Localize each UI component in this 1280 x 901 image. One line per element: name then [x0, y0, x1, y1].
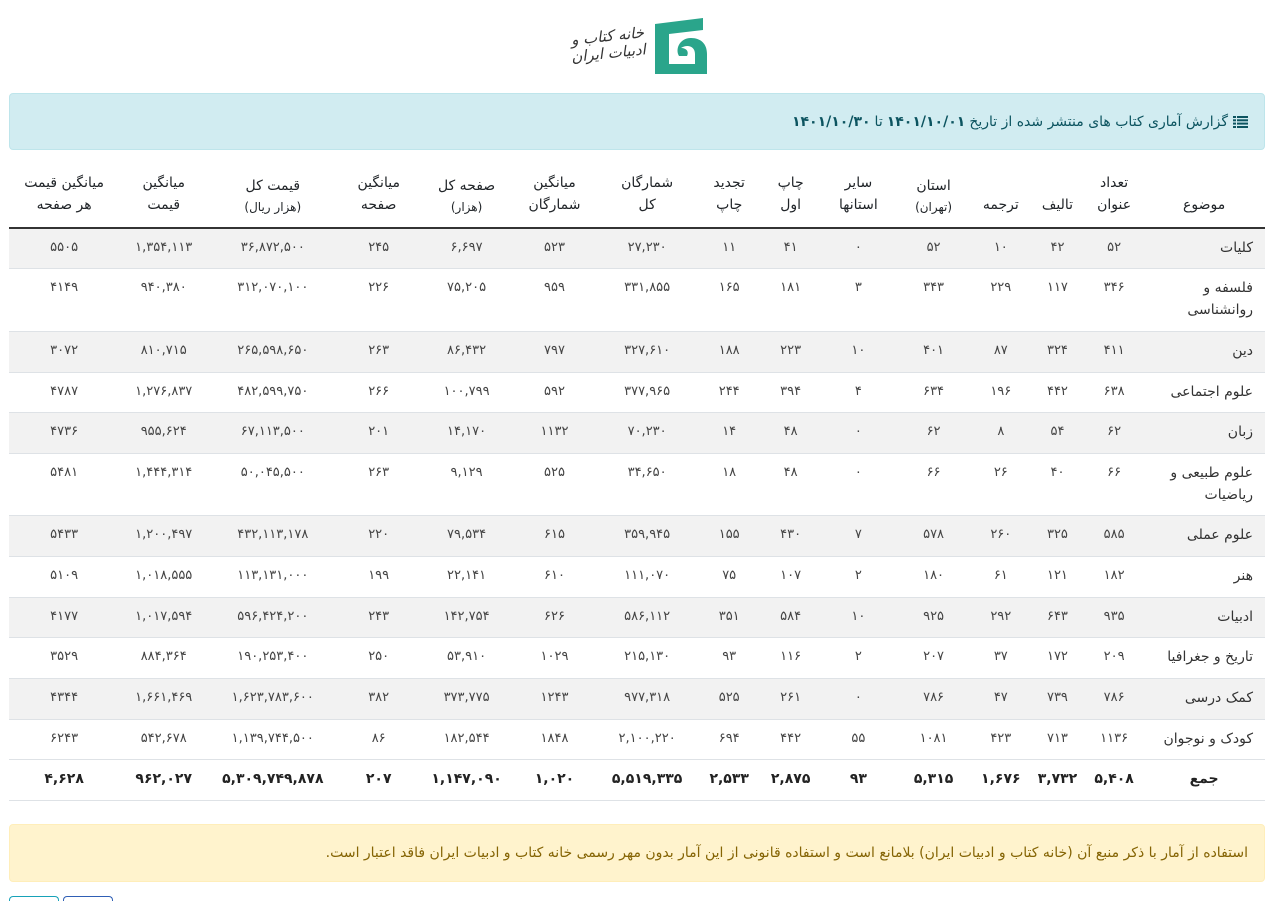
table-cell: ۶۲ — [895, 413, 971, 454]
table-cell: ۲ — [821, 556, 895, 597]
column-header-6 — [760, 160, 821, 228]
table-cell: ۰ — [821, 453, 895, 515]
table-cell: ۳۰۷۲ — [9, 331, 119, 372]
table-cell: ۶۷,۱۱۳,۵۰۰ — [208, 413, 337, 454]
table-cell: ۵۲۵ — [513, 453, 596, 515]
table-cell: ۴۰۱ — [895, 331, 971, 372]
column-header-line2: (هزار) — [450, 199, 483, 214]
table-cell: ۳۴۶ — [1085, 269, 1143, 331]
subject-cell: کلیات — [1143, 228, 1265, 269]
table-cell: ۶۱۰ — [513, 556, 596, 597]
table-cell: ۲۲۳ — [760, 331, 821, 372]
table-cell: ۳۴۳ — [895, 269, 971, 331]
table-cell: ۵۸۶,۱۱۲ — [596, 597, 699, 638]
column-header-14 — [9, 160, 119, 228]
list-icon — [1233, 116, 1248, 128]
table-cell: ۵۹۲ — [513, 372, 596, 413]
book-statistics-table — [9, 160, 1265, 801]
column-header-line1: میانگین — [357, 175, 400, 191]
table-header-row — [9, 160, 1265, 228]
table-cell: ۱۰۲۹ — [513, 638, 596, 679]
column-header-4 — [895, 160, 971, 228]
table-cell: ۹۳۵ — [1085, 597, 1143, 638]
table-cell: ۶۱ — [972, 556, 1030, 597]
table-cell: ۱۱۳۲ — [513, 413, 596, 454]
bottom-button-1[interactable] — [9, 896, 59, 901]
table-cell: ۴ — [821, 372, 895, 413]
table-cell: ۷۳۹ — [1030, 679, 1085, 720]
table-cell: ۲۶۰ — [972, 516, 1030, 557]
table-cell: ۳۵۲۹ — [9, 638, 119, 679]
column-header-5 — [821, 160, 895, 228]
table-cell: ۱,۳۵۴,۱۱۳ — [119, 228, 208, 269]
table-cell: ۵۵ — [821, 719, 895, 760]
column-header-line2: تالیف — [1041, 197, 1074, 214]
table-cell: ۶,۶۹۷ — [420, 228, 513, 269]
table-cell: ۵۰,۰۴۵,۵۰۰ — [208, 453, 337, 515]
table-cell: ۸۶,۴۳۲ — [420, 331, 513, 372]
table-row — [9, 679, 1265, 720]
total-cell: ۵,۴۰۸ — [1085, 760, 1143, 801]
table-cell: ۱,۲۰۰,۴۹۷ — [119, 516, 208, 557]
table-row — [9, 597, 1265, 638]
column-header-line2: چاپ — [716, 197, 743, 214]
table-cell: ۴۱۷۷ — [9, 597, 119, 638]
table-cell: ۶۴۳ — [1030, 597, 1085, 638]
subject-cell: دین — [1143, 331, 1265, 372]
table-cell: ۱۸۴۸ — [513, 719, 596, 760]
total-cell: ۴,۶۲۸ — [9, 760, 119, 801]
report-from-date: ۱۴۰۱/۱۰/۰۱ — [886, 113, 966, 130]
total-label: جمع — [1143, 760, 1265, 801]
column-header-3 — [972, 160, 1030, 228]
table-cell: ۹۵۹ — [513, 269, 596, 331]
table-row — [9, 228, 1265, 269]
column-header-line1: میانگین قیمت — [24, 175, 104, 191]
table-cell: ۲۶۶ — [337, 372, 420, 413]
table-cell: ۵۷۸ — [895, 516, 971, 557]
total-cell: ۱,۱۴۷,۰۹۰ — [420, 760, 513, 801]
table-cell: ۴۸ — [760, 413, 821, 454]
table-cell: ۳۲۷,۶۱۰ — [596, 331, 699, 372]
report-title-prefix: گزارش آماری کتاب های منتشر شده از تاریخ — [969, 113, 1228, 130]
table-cell: ۱,۰۱۸,۵۵۵ — [119, 556, 208, 597]
total-cell: ۹۳ — [821, 760, 895, 801]
table-cell: ۳۳۱,۸۵۵ — [596, 269, 699, 331]
table-cell: ۲۲۶ — [337, 269, 420, 331]
table-cell: ۲,۱۰۰,۲۲۰ — [596, 719, 699, 760]
table-cell: ۲۰۹ — [1085, 638, 1143, 679]
table-cell: ۳۴,۶۵۰ — [596, 453, 699, 515]
table-cell: ۸ — [972, 413, 1030, 454]
subject-cell: زبان — [1143, 413, 1265, 454]
table-cell: ۲۶۱ — [760, 679, 821, 720]
table-cell: ۱۰۰,۷۹۹ — [420, 372, 513, 413]
site-logo[interactable] — [555, 12, 715, 78]
table-cell: ۱۹۰,۲۵۳,۴۰۰ — [208, 638, 337, 679]
table-cell: ۲۵۰ — [337, 638, 420, 679]
column-header-9 — [513, 160, 596, 228]
table-cell: ۵۳,۹۱۰ — [420, 638, 513, 679]
table-cell: ۷۹۷ — [513, 331, 596, 372]
table-cell: ۱,۱۳۹,۷۴۴,۵۰۰ — [208, 719, 337, 760]
table-cell: ۱۸۱ — [760, 269, 821, 331]
table-cell: ۲۲۹ — [972, 269, 1030, 331]
table-cell: ۴۲ — [1030, 228, 1085, 269]
table-cell: ۱,۰۱۷,۵۹۴ — [119, 597, 208, 638]
table-cell: ۱۷۲ — [1030, 638, 1085, 679]
table-cell: ۱۸۰ — [895, 556, 971, 597]
table-cell: ۵۲ — [895, 228, 971, 269]
table-row — [9, 638, 1265, 679]
table-cell: ۳۷۷,۹۶۵ — [596, 372, 699, 413]
table-cell: ۲۴۵ — [337, 228, 420, 269]
column-header-line2: ترجمه — [982, 197, 1019, 214]
column-header-line2: اول — [780, 197, 802, 214]
table-cell: ۱۱۳,۱۳۱,۰۰۰ — [208, 556, 337, 597]
table-cell: ۳۹۴ — [760, 372, 821, 413]
table-cell: ۱۱۶ — [760, 638, 821, 679]
table-cell: ۲۰۷ — [895, 638, 971, 679]
table-cell: ۱۰ — [821, 597, 895, 638]
column-header-7 — [698, 160, 759, 228]
column-header-line1: تعداد — [1100, 175, 1129, 191]
column-header-line1: سایر — [844, 175, 873, 191]
table-cell: ۸۶ — [337, 719, 420, 760]
table-cell: ۳۱۲,۰۷۰,۱۰۰ — [208, 269, 337, 331]
table-row — [9, 516, 1265, 557]
column-header-10 — [420, 160, 513, 228]
usage-notice-alert — [9, 824, 1265, 882]
table-cell: ۵۴ — [1030, 413, 1085, 454]
column-header-line2: کل — [638, 197, 656, 214]
table-cell: ۴۱۱ — [1085, 331, 1143, 372]
table-cell: ۲۴۳ — [337, 597, 420, 638]
table-cell: ۵۲ — [1085, 228, 1143, 269]
table-cell: ۶۲۴۳ — [9, 719, 119, 760]
column-header-line2: عنوان — [1097, 197, 1132, 214]
table-cell: ۴۷ — [972, 679, 1030, 720]
table-cell: ۰ — [821, 228, 895, 269]
table-cell: ۲۹۲ — [972, 597, 1030, 638]
report-title-alert — [9, 93, 1265, 150]
report-to-date: ۱۴۰۱/۱۰/۳۰ — [791, 113, 871, 130]
table-cell: ۵۲۳ — [513, 228, 596, 269]
table-cell: ۱۰۷ — [760, 556, 821, 597]
table-cell: ۸۸۴,۳۶۴ — [119, 638, 208, 679]
table-cell: ۱۴ — [698, 413, 759, 454]
usage-notice-text: استفاده از آمار با ذکر منبع آن (خانه کتاب و ادبیات ایران) بلامانع است و استفاده قانونی از این آمار بدون مهر رسمی خانه کتاب و ادبیات ایران فاقد اعتبار است. — [325, 845, 1248, 861]
column-header-line2: صفحه — [360, 197, 397, 214]
total-cell: ۲,۵۳۳ — [698, 760, 759, 801]
subject-cell: علوم طبیعی و ریاضیات — [1143, 453, 1265, 515]
table-cell: ۴۳۲,۱۱۳,۱۷۸ — [208, 516, 337, 557]
table-cell: ۱,۶۲۳,۷۸۳,۶۰۰ — [208, 679, 337, 720]
table-row — [9, 453, 1265, 515]
table-cell: ۱۸۲,۵۴۴ — [420, 719, 513, 760]
table-cell: ۴۸ — [760, 453, 821, 515]
subject-cell: هنر — [1143, 556, 1265, 597]
table-cell: ۵۴۸۱ — [9, 453, 119, 515]
column-header-line2: شمارگان — [528, 197, 581, 214]
table-cell: ۱,۲۷۶,۸۳۷ — [119, 372, 208, 413]
table-cell: ۴۷۸۷ — [9, 372, 119, 413]
khane-ketab-logo-icon — [651, 14, 711, 76]
table-cell: ۱۰ — [972, 228, 1030, 269]
column-header-line2: (هزار ریال) — [244, 199, 302, 214]
table-cell: ۱۴۲,۷۵۴ — [420, 597, 513, 638]
table-cell: ۳۷۳,۷۷۵ — [420, 679, 513, 720]
table-cell: ۱۹۶ — [972, 372, 1030, 413]
table-cell: ۹۲۵ — [895, 597, 971, 638]
table-cell: ۶۲ — [1085, 413, 1143, 454]
bottom-button-row — [9, 896, 113, 901]
column-header-line1: استان — [916, 178, 951, 195]
table-row — [9, 269, 1265, 331]
subject-cell: علوم عملی — [1143, 516, 1265, 557]
column-header-line1: قیمت کل — [245, 178, 301, 195]
table-row — [9, 719, 1265, 760]
table-cell: ۴۴۲ — [760, 719, 821, 760]
table-cell: ۲۶ — [972, 453, 1030, 515]
total-cell: ۹۶۲,۰۲۷ — [119, 760, 208, 801]
table-cell: ۲۲,۱۴۱ — [420, 556, 513, 597]
table-cell: ۵۸۴ — [760, 597, 821, 638]
table-cell: ۲ — [821, 638, 895, 679]
table-cell: ۹۳ — [698, 638, 759, 679]
table-cell: ۱۴,۱۷۰ — [420, 413, 513, 454]
column-header-line1 — [1036, 172, 1079, 194]
total-cell: ۵,۵۱۹,۳۳۵ — [596, 760, 699, 801]
table-cell: ۳ — [821, 269, 895, 331]
table-cell: ۳۵۱ — [698, 597, 759, 638]
table-cell: ۱۹۹ — [337, 556, 420, 597]
table-cell: ۳۵۹,۹۴۵ — [596, 516, 699, 557]
subject-cell: ادبیات — [1143, 597, 1265, 638]
table-cell: ۴۳۴۴ — [9, 679, 119, 720]
table-cell: ۱۱۳۶ — [1085, 719, 1143, 760]
table-cell: ۵۸۵ — [1085, 516, 1143, 557]
table-cell: ۵۴۲,۶۷۸ — [119, 719, 208, 760]
column-header-line1: میانگین — [533, 175, 576, 191]
table-cell: ۲۱۵,۱۳۰ — [596, 638, 699, 679]
column-header-line2: هر صفحه — [36, 197, 92, 214]
table-cell: ۴۰ — [1030, 453, 1085, 515]
column-header-line1: میانگین — [142, 175, 185, 191]
column-header-line2: قیمت — [147, 197, 181, 214]
table-cell: ۱۰ — [821, 331, 895, 372]
column-header-11 — [337, 160, 420, 228]
table-cell: ۱۸۲ — [1085, 556, 1143, 597]
table-cell: ۲۶۳ — [337, 331, 420, 372]
column-header-line1: چاپ — [777, 175, 804, 191]
table-cell: ۹۷۷,۳۱۸ — [596, 679, 699, 720]
table-cell: ۲۶۳ — [337, 453, 420, 515]
table-cell: ۷۹,۵۳۴ — [420, 516, 513, 557]
table-cell: ۲۰۱ — [337, 413, 420, 454]
column-header-line2: استانها — [839, 197, 878, 214]
subject-cell: علوم اجتماعی — [1143, 372, 1265, 413]
column-header-13 — [119, 160, 208, 228]
table-cell: ۵۲۵ — [698, 679, 759, 720]
total-cell: ۵,۳۰۹,۷۴۹,۸۷۸ — [208, 760, 337, 801]
column-header-8 — [596, 160, 699, 228]
table-cell: ۴۳۰ — [760, 516, 821, 557]
table-cell: ۷ — [821, 516, 895, 557]
table-cell: ۹۴۰,۳۸۰ — [119, 269, 208, 331]
total-cell: ۲۰۷ — [337, 760, 420, 801]
bottom-button-2[interactable] — [63, 896, 113, 901]
table-cell: ۳۷ — [972, 638, 1030, 679]
column-header-line1: تجدید — [713, 175, 745, 191]
table-cell: ۱,۴۴۴,۳۱۴ — [119, 453, 208, 515]
table-cell: ۶۳۸ — [1085, 372, 1143, 413]
table-cell: ۲۷,۲۳۰ — [596, 228, 699, 269]
table-cell: ۳۸۲ — [337, 679, 420, 720]
logo-text: خانه کتاب و ادبیات ایران — [570, 22, 647, 66]
table-cell: ۴۲۳ — [972, 719, 1030, 760]
column-header-12 — [208, 160, 337, 228]
column-header-2 — [1030, 160, 1085, 228]
column-header-line1: موضوع — [1183, 197, 1226, 214]
table-row — [9, 413, 1265, 454]
column-header-0 — [1143, 160, 1265, 228]
table-cell: ۱,۶۶۱,۴۶۹ — [119, 679, 208, 720]
table-cell: ۲۶۵,۵۹۸,۶۵۰ — [208, 331, 337, 372]
table-cell: ۵۹۶,۴۲۴,۲۰۰ — [208, 597, 337, 638]
column-header-line1: صفحه کل — [437, 178, 496, 195]
table-cell: ۱۰۸۱ — [895, 719, 971, 760]
table-row — [9, 331, 1265, 372]
table-cell: ۵۴۳۳ — [9, 516, 119, 557]
table-cell: ۲۲۰ — [337, 516, 420, 557]
table-cell: ۲۴۴ — [698, 372, 759, 413]
table-cell: ۷۸۶ — [1085, 679, 1143, 720]
table-cell: ۱۲۱ — [1030, 556, 1085, 597]
report-connector: تا — [874, 113, 883, 130]
table-cell: ۴۷۳۶ — [9, 413, 119, 454]
table-cell: ۴۴۲ — [1030, 372, 1085, 413]
table-cell: ۱۱۷ — [1030, 269, 1085, 331]
table-cell: ۷۱۳ — [1030, 719, 1085, 760]
table-cell: ۷۵ — [698, 556, 759, 597]
table-row — [9, 372, 1265, 413]
subject-cell: کودک و نوجوان — [1143, 719, 1265, 760]
table-cell: ۵۵۰۵ — [9, 228, 119, 269]
table-cell: ۴۸۲,۵۹۹,۷۵۰ — [208, 372, 337, 413]
table-cell: ۹,۱۲۹ — [420, 453, 513, 515]
table-cell: ۵۱۰۹ — [9, 556, 119, 597]
table-cell: ۳۲۴ — [1030, 331, 1085, 372]
table-cell: ۰ — [821, 413, 895, 454]
table-cell: ۶۳۴ — [895, 372, 971, 413]
table-cell: ۶۶ — [895, 453, 971, 515]
column-header-line1 — [978, 172, 1024, 194]
table-row — [9, 556, 1265, 597]
total-cell: ۱,۶۷۶ — [972, 760, 1030, 801]
column-header-line1: شمارگان — [621, 175, 674, 191]
total-cell: ۱,۰۲۰ — [513, 760, 596, 801]
table-cell: ۸۱۰,۷۱۵ — [119, 331, 208, 372]
subject-cell: کمک درسی — [1143, 679, 1265, 720]
table-cell: ۱۸ — [698, 453, 759, 515]
total-row — [9, 760, 1265, 801]
table-cell: ۷۸۶ — [895, 679, 971, 720]
table-cell: ۱۱۱,۰۷۰ — [596, 556, 699, 597]
table-cell: ۶۶ — [1085, 453, 1143, 515]
column-header-1 — [1085, 160, 1143, 228]
table-cell: ۴۱۴۹ — [9, 269, 119, 331]
total-cell: ۵,۳۱۵ — [895, 760, 971, 801]
table-cell: ۱۱ — [698, 228, 759, 269]
table-cell: ۰ — [821, 679, 895, 720]
subject-cell: فلسفه و روانشناسی — [1143, 269, 1265, 331]
table-cell: ۶۱۵ — [513, 516, 596, 557]
table-cell: ۱۵۵ — [698, 516, 759, 557]
table-cell: ۳۲۵ — [1030, 516, 1085, 557]
total-cell: ۲,۸۷۵ — [760, 760, 821, 801]
table-cell: ۸۷ — [972, 331, 1030, 372]
total-cell: ۳,۷۳۲ — [1030, 760, 1085, 801]
subject-cell: تاریخ و جغرافیا — [1143, 638, 1265, 679]
table-cell: ۱۲۴۳ — [513, 679, 596, 720]
table-cell: ۷۰,۲۳۰ — [596, 413, 699, 454]
table-cell: ۱۶۵ — [698, 269, 759, 331]
table-cell: ۷۵,۲۰۵ — [420, 269, 513, 331]
table-cell: ۹۵۵,۶۲۴ — [119, 413, 208, 454]
table-cell: ۳۶,۸۷۲,۵۰۰ — [208, 228, 337, 269]
table-cell: ۶۲۶ — [513, 597, 596, 638]
column-header-line2: (تهران) — [915, 199, 953, 214]
table-cell: ۴۱ — [760, 228, 821, 269]
table-cell: ۱۸۸ — [698, 331, 759, 372]
table-cell: ۶۹۴ — [698, 719, 759, 760]
